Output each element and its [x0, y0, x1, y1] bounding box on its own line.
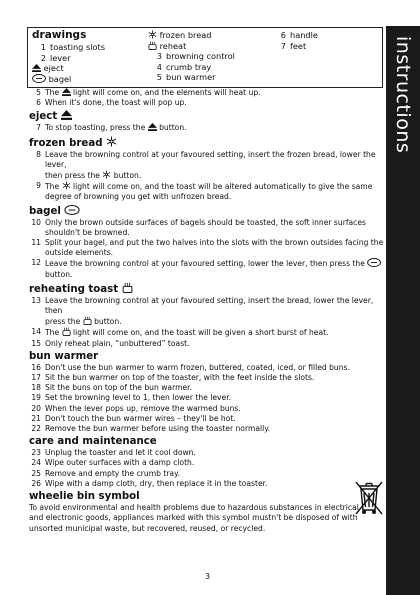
step-7: 7 To stop toasting, press the button.	[36, 123, 187, 133]
drawing-item: eject	[32, 63, 105, 74]
section-heading-care: care and maintenance	[29, 436, 157, 448]
step-9: 9 The light will come on, and the toast will be altered automatically to give the same degree of browning you get with unfrozen bread.	[36, 181, 373, 202]
drawing-item: frozen bread	[148, 30, 235, 41]
step-17: 17 Sit the bun warmer on top of the toaster, with the feet inside the slots.	[31, 373, 315, 383]
step-24: 24 Wipe outer surfaces with a damp cloth.	[31, 458, 195, 468]
step-6: 6 When it's done, the toast will pop up.	[36, 98, 187, 108]
drawings-col-1	[32, 29, 105, 84]
step-15: 15 Only reheat plain, “unbuttered” toast.	[31, 338, 190, 348]
drawings-box	[27, 27, 383, 88]
snowflake-icon	[106, 136, 117, 147]
step-8: 8 Leave the browning control at your favoured setting, insert the frozen bread, lower the lever, then press the button.	[36, 149, 376, 181]
drawing-item: reheat	[148, 41, 235, 52]
instructions-body	[29, 88, 384, 534]
section-heading-reheating-toast: reheating toast	[29, 282, 384, 296]
bagel-icon	[64, 205, 80, 215]
eject-icon	[32, 64, 41, 72]
step-26: 26 Wipe with a damp cloth, dry, then replace it in the toaster.	[31, 478, 268, 488]
drawings-col-2	[148, 30, 235, 83]
step-5: 5 The light will come on, and the elements will heat up.	[36, 88, 261, 97]
step-19: 19 Set the browning level to 1, then lower the lever.	[31, 393, 232, 403]
section-heading-bun-warmer: bun warmer	[29, 350, 99, 362]
drawing-item: 6 handle	[280, 30, 318, 40]
step-11: 11 Split your bagel, and put the two halves into the slots with the brown outsides facing the outside elements.	[31, 238, 384, 258]
drawing-item: bagel	[32, 74, 105, 85]
reheat-icon	[148, 41, 157, 50]
step-22: 22 Remove the bun warmer before using the toaster normally.	[31, 424, 271, 434]
section-heading-frozen-bread: frozen bread	[29, 136, 384, 150]
step-20: 20 When the lever pops up, remove the warmed buns.	[31, 403, 241, 413]
wheelie-text-line: To avoid environmental and health problems due to hazardous substances in electrical	[29, 503, 359, 513]
reheat-icon	[83, 316, 92, 325]
step-10: 10 Only the brown outside surfaces of bagels should be toasted, the soft inner surfaces shouldn't be browned.	[31, 217, 366, 237]
wheelie-text-line: unsorted municipal waste, but recovered, reused, or recycled.	[29, 523, 266, 533]
step-16: 16 Don't use the bun warmer to warm frozen, buttered, coated, iced, or filled buns.	[31, 362, 350, 372]
section-heading-wheelie-bin: wheelie bin symbol	[29, 491, 140, 503]
drawing-item: 4 crumb tray	[156, 61, 212, 72]
section-heading-eject: eject	[29, 110, 384, 123]
eject-icon	[148, 123, 157, 131]
eject-icon	[61, 110, 72, 120]
wheelie-text-line: and electronic goods, appliances marked with this symbol mustn't be disposed of with	[29, 513, 358, 523]
drawing-item: 7 feet	[280, 40, 307, 51]
eject-icon	[62, 88, 71, 96]
step-18: 18 Sit the buns on top of the bun warmer.	[31, 383, 192, 393]
section-tab-label: instructions	[392, 36, 414, 154]
section-tab	[386, 26, 420, 595]
drawing-item: 2 lever	[40, 52, 71, 63]
bagel-icon	[32, 74, 46, 83]
drawings-title: drawings	[32, 29, 87, 41]
page-number: 3	[205, 572, 211, 581]
snowflake-icon	[62, 181, 71, 190]
bagel-icon	[367, 258, 381, 267]
step-25: 25 Remove and empty the crumb tray.	[31, 468, 180, 478]
crossed-out-wheelie-bin-icon	[353, 480, 385, 518]
reheat-icon	[122, 282, 133, 293]
drawing-item: 1 toasting slots	[40, 42, 106, 52]
snowflake-icon	[102, 170, 111, 179]
drawing-item: 3 browning control	[156, 51, 235, 62]
step-13: 13 Leave the browning control at your favoured setting, insert the bread, lower the lever, then press the button.	[31, 295, 374, 327]
step-14: 14 The light will come on, and the toast will be given a short burst of heat.	[31, 327, 329, 338]
reheat-icon	[62, 327, 71, 336]
section-heading-bagel: bagel	[29, 205, 384, 218]
step-21: 21 Don't touch the bun warmer wires – they'll be hot.	[31, 413, 236, 423]
step-23: 23 Unplug the toaster and let it cool down.	[31, 448, 196, 458]
step-12: 12 Leave the browning control at your favoured setting, lower the lever, then press the button.	[29, 258, 384, 279]
drawings-col-3	[272, 30, 318, 51]
snowflake-icon	[148, 30, 157, 39]
drawing-item: 5 bun warmer	[156, 72, 216, 83]
